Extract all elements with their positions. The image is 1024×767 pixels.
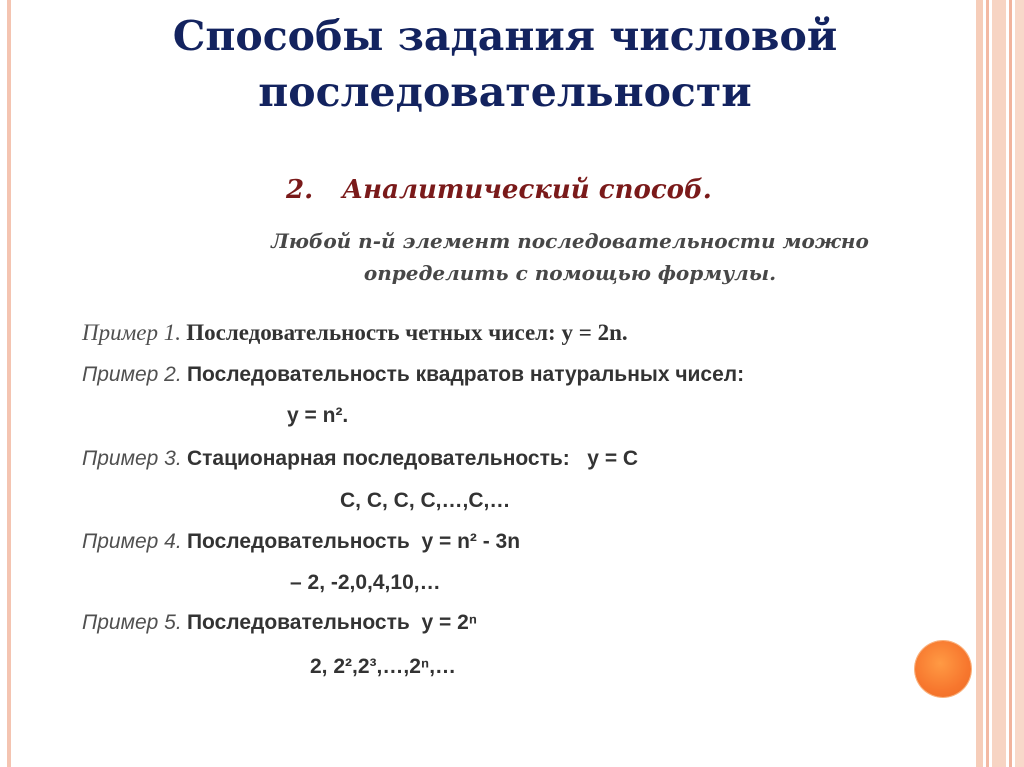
method-name: Аналитический способ. — [342, 175, 712, 205]
example-2-text: Последовательность квадратов натуральных чисел: — [186, 363, 745, 386]
example-1-text: Последовательность четных чисел: у = 2n. — [186, 320, 628, 345]
example-5 — [82, 610, 477, 635]
method-heading — [286, 175, 712, 205]
example-5-sequence: 2, 2²,2³,…,2ⁿ,… — [310, 655, 457, 678]
example-5-text: Последовательность y = 2ⁿ — [186, 611, 478, 634]
right-border-decoration — [976, 0, 1024, 767]
example-2 — [82, 362, 744, 387]
slide-title: Способы задания числовой последовательности — [172, 12, 838, 116]
example-4-label: Пример 4. — [82, 530, 182, 553]
example-2-formula: у = n². — [287, 404, 349, 427]
example-3-label: Пример 3. — [82, 447, 182, 470]
example-1 — [82, 320, 628, 346]
example-4-text: Последовательность y = n² - 3n — [186, 530, 521, 553]
example-3 — [82, 446, 638, 471]
example-1-label: Пример 1. — [82, 320, 181, 345]
example-2-label: Пример 2. — [82, 363, 182, 386]
example-5-label: Пример 5. — [82, 611, 182, 634]
method-definition: Любой n-й элемент последовательности можно определить с помощью формулы. — [271, 229, 869, 285]
example-3-text: Стационарная последовательность: y = C — [186, 447, 639, 470]
example-4-sequence: – 2, -2,0,4,10,… — [290, 571, 441, 594]
decorative-orange-circle — [915, 641, 971, 697]
left-border-decoration — [0, 0, 48, 767]
method-number: 2. — [286, 175, 314, 205]
example-3-sequence: C, C, C, C,…,C,… — [340, 489, 511, 512]
example-4 — [82, 529, 520, 554]
